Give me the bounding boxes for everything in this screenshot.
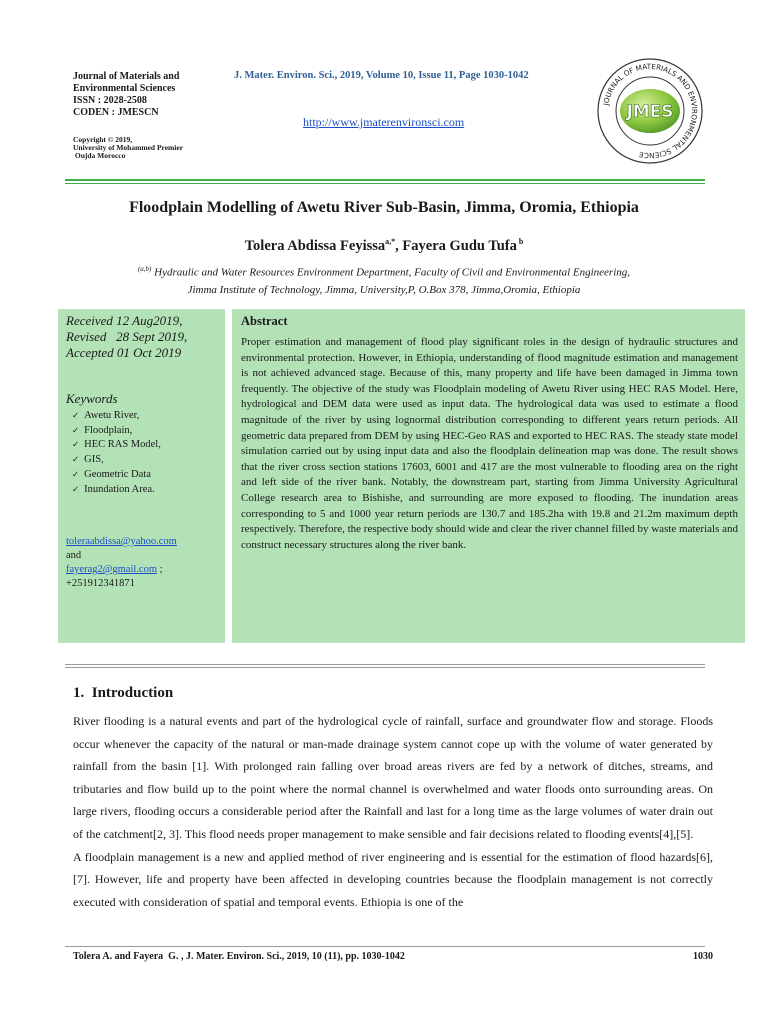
page-number: 1030 — [693, 951, 713, 962]
footer-citation: Tolera A. and Fayera G. , J. Mater. Environ. Sci., 2019, 10 (11), pp. 1030-1042 — [73, 951, 405, 962]
author-1: Tolera Abdissa Feyissa — [244, 237, 386, 254]
email-link-1[interactable]: toleraabdissa@yahoo.com — [66, 536, 177, 547]
article-info-box — [58, 309, 225, 643]
keyword-item: ✓ GIS, — [72, 453, 161, 468]
accepted-date: Accepted 01 Oct 2019 — [66, 345, 182, 360]
contact-info: toleraabdissa@yahoo.com and fayerag2@gmail.com ; +251912341871 — [66, 536, 177, 589]
section-heading-introduction: 1. Introduction — [73, 685, 174, 701]
header-rule-bottom — [65, 183, 705, 184]
introduction-body — [73, 710, 713, 913]
keywords-heading: Keywords — [66, 391, 118, 406]
keyword-item: ✓ Floodplain, — [72, 424, 161, 439]
phone-number: +251912341871 — [66, 578, 135, 589]
issn: ISSN : 2028-2508 — [73, 95, 147, 106]
received-date: Received 12 Aug2019, — [66, 313, 183, 328]
keyword-item: ✓ HEC RAS Model, — [72, 438, 161, 453]
author-2: Fayera Gudu Tufa — [402, 237, 517, 254]
author-line: Tolera Abdissa Feyissa$^{a,*}$, Fayera Gudu Tufa $^b$ — [244, 237, 524, 254]
keyword-item: ✓ Awetu River, — [72, 409, 161, 424]
journal-name: Journal of Materials and Environmental Sciences — [73, 71, 180, 94]
paper-title: Floodplain Modelling of Awetu River Sub-Basin, Jimma, Oromia, Ethiopia — [129, 199, 639, 216]
and-text: and — [66, 550, 82, 561]
revised-date: Revised 28 Sept 2019, — [66, 329, 188, 344]
article-dates — [66, 313, 187, 361]
footer-rule — [65, 946, 705, 947]
abstract-rule-top — [65, 664, 705, 665]
header-rule-top — [65, 179, 705, 181]
copyright-notice: Copyright © 2019, University of Mohammed Premier Oujda Morocco — [73, 135, 184, 160]
logo-ring-text: JOURNAL OF MATERIALS AND ENVIRONMENTAL SCIENCE — [601, 61, 700, 161]
abstract-box — [232, 309, 745, 643]
affiliation: $^{(a,b)}$ Hydraulic and Water Resources Environment Department, Faculty of Civil and Environmental Engineering, Jimma Institute of Technology, Jimma, University,P, O.Box 378, Jimma,Oromia, Ethiopia — [137, 265, 631, 296]
paragraph: A floodplain management is a new and applied method of river engineering and is essential for the estimation of flood hazards[6],[7]. However, life and property have been affected in developing countries because the floodplain management is not correctly executed with consideration of spatial and temporal events. Ethiopia is one of the — [73, 849, 713, 909]
keywords-list — [72, 409, 161, 497]
abstract-text: Proper estimation and management of flood play significant roles in the design of hydraulic structures and environmental protection. However, in Ethiopia, understanding of flood magnitude estimation and management is not achieved advanced stage. Because of this, many property and life have been damaged in Jimma town frequently. The objective of the study was Floodplain modeling of Awetu River using HEC RAS Model. Here, hydrological and DEM data were used as input data. The hydrological data was used to estimate a flood magnitude of the river by using lognormal distribution corresponding to different years return periods. All geometric data prepared from DEM by using HEC-Geo RAS and exported to HEC RAS. The steady state model simulation carried out by using input data and also the floodplain delineation map was done. The result shows that the river cross section stations 17603, 6001 and 417 are the most vulnerable to flooding area on the right and left side of the river bank. Notably, the downstream part, starting from Jimma University Agricultural College research area to Bishishe, and surrounding are more exposed to flooding. The inundation areas corresponding to 5 and 1000 year return periods are 130.7 and 185.2ha with 19.8 and 21.2m maximum depth respectively. Therefore, the respective body should wide and clear the river channel filled by waste materials and construct necessary structures along the river bank. — [241, 336, 738, 551]
abstract-rule-bottom — [65, 667, 705, 668]
journal-info — [73, 71, 233, 119]
keyword-item: ✓ Geometric Data — [72, 468, 161, 483]
logo-text: JMES — [626, 102, 674, 122]
jmes-logo — [596, 57, 704, 165]
coden: CODEN : JMESCN — [73, 107, 159, 118]
keyword-item: ✓ Inundation Area. — [72, 483, 161, 498]
paragraph: River flooding is a natural events and part of the hydrological cycle of rainfall, surface and groundwater flow and storage. Floods occur whenever the capacity of the natural or man-made drainage system cannot cope up with the volume of water generated by rainfall from the basin [1]. With prolonged rain falling over broad areas rivers are fed by a network of ditches, streams, and tributaries and flow build up to the point where the normal channel is overwhelmed and water floods onto surrounding areas. On large rivers, flooding occurs a considerable period after the Rainfall and last for a long time as the large volumes of water drain out of the catchment[2, 3]. This flood needs proper management to make sensible and fair decisions related to flooding events[4],[5]. — [73, 714, 713, 841]
email-link-2[interactable]: fayerag2@gmail.com — [66, 564, 158, 575]
header-citation: J. Mater. Environ. Sci., 2019, Volume 10, Issue 11, Page 1030-1042 — [234, 70, 529, 81]
journal-url-link[interactable]: http://www.jmaterenvironsci.com — [303, 115, 465, 129]
abstract-heading: Abstract — [241, 314, 288, 328]
